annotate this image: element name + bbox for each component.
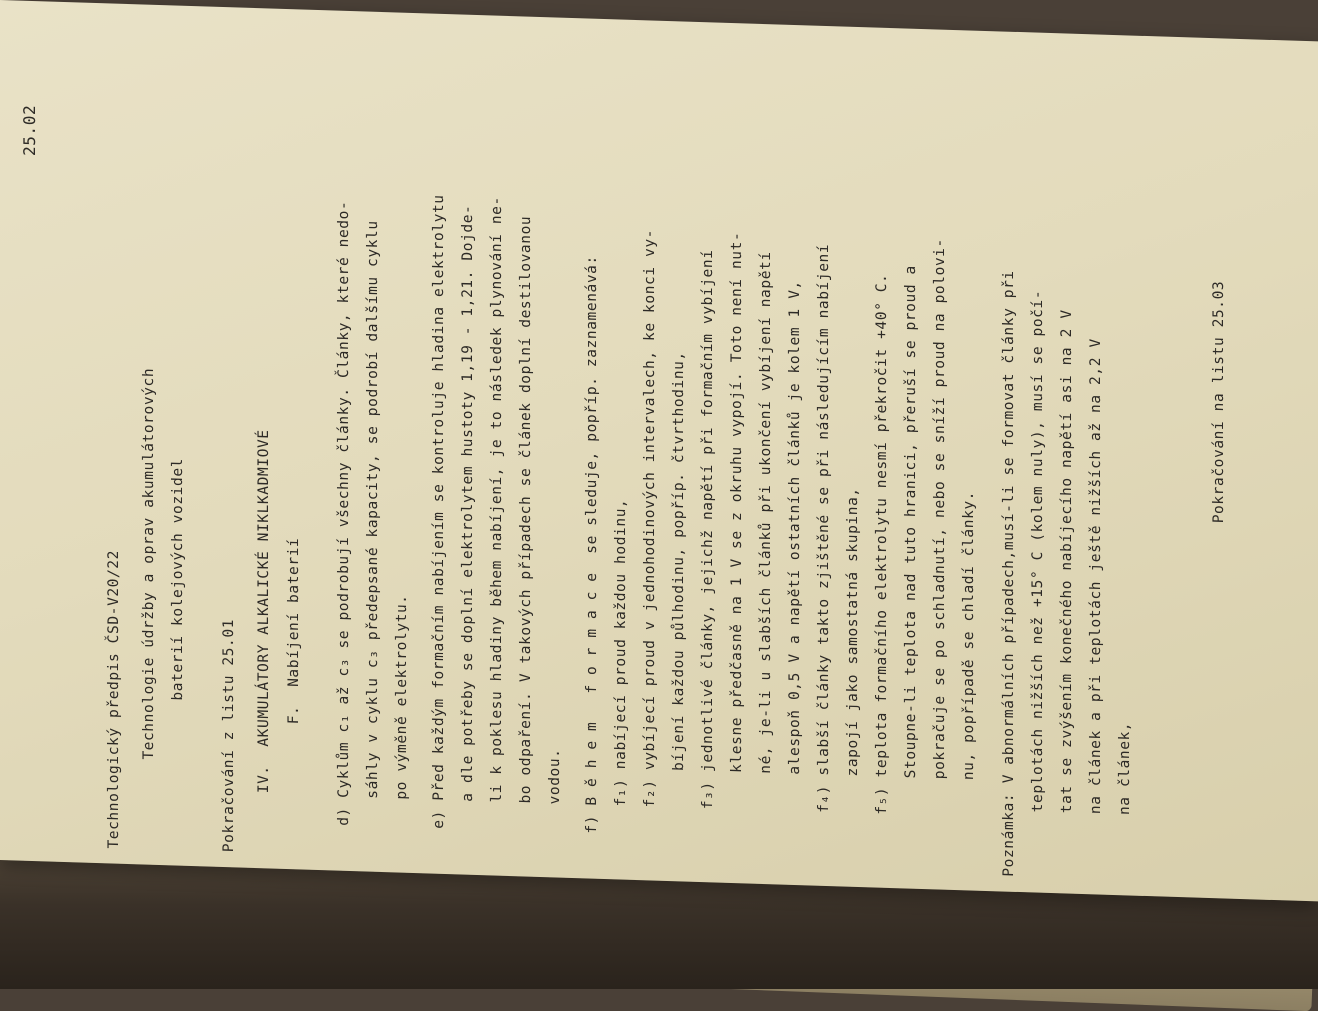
para-d-line-2: sáhly v cyklu c₃ předepsané kapacity, se podrobí dalšímu cyklu [365,220,381,827]
para-e-line-3: li k poklesu hladiny během nabíjení, je to následek plynování ne- [489,195,505,831]
para-d-line-3: po výměně elektrolytu. [394,594,410,828]
note-line-1: Poznámka: V abnormálních případech,musí-li se formovat články při [1001,270,1017,877]
para-f-line-9: f₄) slabší články takto zjištěné se při následujícím nabíjení [816,243,832,842]
para-f-line-5: f₃) jednotlivé články, jejichž napětí při formačním vybíjení [700,249,716,838]
para-f-line-2: f₁) nabíjecí proud každou hodinu, [613,498,629,835]
para-f-line-10: zapojí jako samostatná skupina, [845,487,861,843]
section-heading: IV. AKUMULÁTORY ALKALICKÉ NIKLKADMIOVÉ [256,429,272,794]
para-f-line-11: f₅) teplota formačního elektrolytu nesmí překročit +40° C. [874,273,890,843]
para-f-line-8: alespoň 0,5 V a napětí ostatních článků je kolem 1 V, [787,279,803,841]
para-e-line-2: a dle potřeby se doplní elektrolytem hustoty 1,19 - 1,21. Dojde- [460,204,476,830]
para-f-line-7: né, je-li u slabších článků při ukončení vybíjení napětí [758,251,774,840]
continued-from: Pokračování z listu 25.01 [221,618,237,853]
title-line-2: baterií kolejových vozidel [170,457,186,701]
para-d-line-1: d) Cyklům c₁ až c₃ se podrobují všechny články. Články, které nedo- [336,200,352,827]
para-f-line-14: nu, popřípadě se chladí články. [961,490,977,846]
para-e-line-5: vodou. [547,748,563,833]
header-left: Technologický předpis ČSD-V20/22 [106,549,122,849]
para-e-line-4: bo odpaření. V takových případech se článek doplní destilovanou [518,215,534,832]
note-line-4: na článek a při teplotách ještě nižších až na 2,2 V [1088,338,1104,880]
note-line-3: tat se zvýšením konečného nabíjecího napětí asi na 2 V [1059,309,1075,879]
note-line-5: na článek, [1117,721,1133,881]
para-e-line-1: e) Před každým formačním nabíjením se kontroluje hladina elektrolytu [431,194,447,830]
document-text [20,47,1260,885]
para-f-line-4: bíjení každou půlhodinu, popříp. čtvrthodinu, [671,350,687,837]
continued-on: Pokračování na listu 25.03 [1211,280,1227,524]
para-f-line-13: pokračuje se po schladnutí, nebo se sníží proud na polovi- [932,237,948,845]
para-f-line-3: f₂) vybíjecí proud v jednohodinových intervalech, ke konci vy- [642,228,658,836]
section-subheading: F. Nabíjení baterií [286,537,302,725]
page-number: 25.02 [20,104,39,157]
note-line-2: teplotách nižších než +15° C (kolem nuly), musí se počí- [1030,289,1046,878]
para-f-line-12: Stoupne-li teplota nad tuto hranici, přeruší se proud a [903,264,919,844]
para-f-line-6: klesne předčasně na 1 V se z okruhu vypojí. Toto není nut- [729,231,745,839]
para-f-line-1: f) B ě h e m f o r m a c e se sleduje, popříp. zaznamenává: [584,254,600,834]
title-line-1: Technologie údržby a oprav akumulátorových [141,367,157,760]
